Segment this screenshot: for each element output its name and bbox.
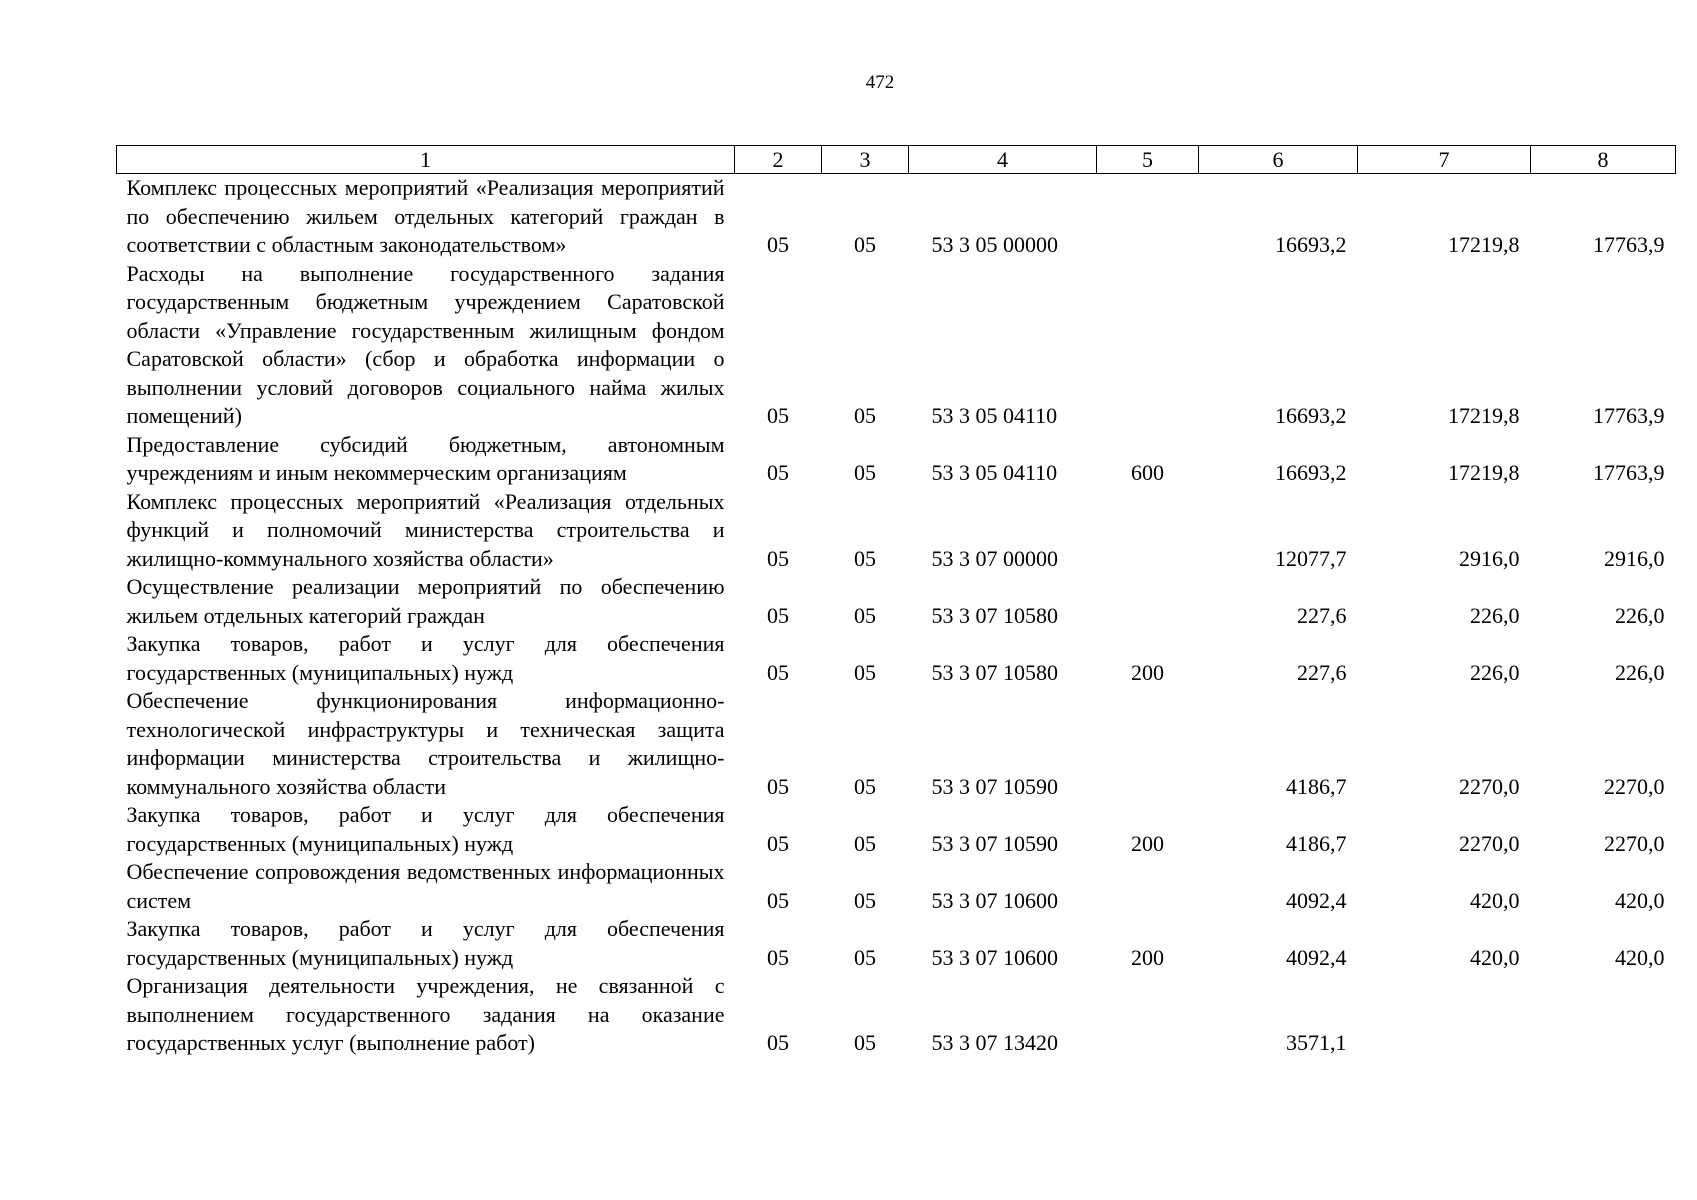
table-row — [117, 630, 1676, 687]
row-section: 05 — [767, 659, 789, 685]
row-amount-year-2: 2916,0 — [1459, 545, 1520, 571]
row-amount-year-1: 227,6 — [1297, 602, 1347, 628]
row-target-article: 53 3 07 10590 — [931, 830, 1058, 856]
row-target-article: 53 3 07 10580 — [931, 602, 1058, 628]
column-header: 6 — [1199, 146, 1358, 174]
row-expense-type — [1097, 972, 1199, 1058]
row-description: Предоставление субсидий бюджетным, автономным учреждениям и иным некоммерческим организациям — [126, 431, 725, 485]
row-amount-year-2: 2270,0 — [1459, 773, 1520, 799]
row-section: 05 — [767, 1030, 789, 1055]
row-amount-year-1: 16693,2 — [1275, 460, 1347, 485]
row-section: 05 — [767, 403, 789, 428]
table-row — [117, 972, 1676, 1058]
header-row — [117, 146, 1676, 174]
row-expense-type — [1097, 858, 1199, 915]
row-amount-year-2: 226,0 — [1470, 659, 1520, 685]
row-subsection: 05 — [854, 830, 876, 856]
table-body — [117, 174, 1676, 1058]
row-expense-type: 200 — [1131, 944, 1164, 970]
row-expense-type — [1097, 260, 1199, 431]
row-subsection: 05 — [854, 944, 876, 970]
row-amount-year-1: 16693,2 — [1275, 232, 1347, 257]
row-section: 05 — [767, 887, 789, 913]
row-subsection: 05 — [854, 602, 876, 628]
row-target-article: 53 3 07 10600 — [931, 944, 1058, 970]
row-target-article: 53 3 07 13420 — [931, 1030, 1058, 1055]
table-row — [117, 858, 1676, 915]
row-expense-type — [1097, 488, 1199, 574]
row-amount-year-1: 16693,2 — [1275, 403, 1347, 428]
row-amount-year-3 — [1531, 972, 1676, 1058]
row-expense-type — [1097, 573, 1199, 630]
table-row — [117, 260, 1676, 431]
row-amount-year-3: 17763,9 — [1593, 403, 1665, 428]
row-amount-year-3: 226,0 — [1615, 602, 1665, 628]
table-row — [117, 687, 1676, 801]
row-amount-year-1: 3571,1 — [1286, 1030, 1347, 1055]
row-target-article: 53 3 05 04110 — [931, 403, 1058, 428]
row-amount-year-2: 420,0 — [1470, 944, 1520, 970]
row-amount-year-2: 420,0 — [1470, 887, 1520, 913]
row-section: 05 — [767, 232, 789, 257]
row-amount-year-1: 227,6 — [1297, 659, 1347, 685]
row-amount-year-2: 17219,8 — [1448, 232, 1520, 257]
row-target-article: 53 3 07 10580 — [931, 659, 1058, 685]
row-description: Расходы на выполнение государственного задания государственным бюджетным учреждением Саратовской области «Управление государственным жилищным фондом Саратовской области» (сбор и обработка информации о выполнении условий договоров социального найма жилых помещений) — [126, 260, 725, 428]
row-amount-year-3: 420,0 — [1615, 887, 1665, 913]
row-amount-year-3: 2270,0 — [1604, 830, 1665, 856]
table-row — [117, 915, 1676, 972]
row-expense-type — [1097, 174, 1199, 260]
row-amount-year-3: 2270,0 — [1604, 773, 1665, 799]
row-amount-year-3: 226,0 — [1615, 659, 1665, 685]
row-amount-year-2: 2270,0 — [1459, 830, 1520, 856]
row-description: Комплекс процессных мероприятий «Реализация мероприятий по обеспечению жильем отдельных категорий граждан в соответствии с областным законодательством» — [126, 175, 725, 257]
column-header: 8 — [1531, 146, 1676, 174]
row-amount-year-3: 17763,9 — [1593, 232, 1665, 257]
column-header: 4 — [909, 146, 1097, 174]
table-row — [117, 573, 1676, 630]
row-amount-year-3: 420,0 — [1615, 944, 1665, 970]
column-header: 1 — [117, 146, 735, 174]
row-section: 05 — [767, 602, 789, 628]
row-description: Обеспечение сопровождения ведомственных информационных систем — [126, 859, 725, 913]
column-header: 3 — [822, 146, 909, 174]
row-target-article: 53 3 05 00000 — [931, 232, 1058, 257]
row-amount-year-2 — [1358, 972, 1531, 1058]
table-row — [117, 801, 1676, 858]
row-description: Закупка товаров, работ и услуг для обеспечения государственных (муниципальных) нужд — [126, 802, 725, 856]
row-subsection: 05 — [854, 232, 876, 257]
row-expense-type: 600 — [1131, 460, 1164, 485]
column-header: 5 — [1097, 146, 1199, 174]
column-header: 7 — [1358, 146, 1531, 174]
row-section: 05 — [767, 944, 789, 970]
row-amount-year-1: 4186,7 — [1286, 773, 1347, 799]
row-expense-type — [1097, 687, 1199, 801]
table-row — [117, 174, 1676, 260]
row-description: Комплекс процессных мероприятий «Реализация отдельных функций и полномочий министерства строительства и жилищно-коммунального хозяйства области» — [126, 488, 725, 571]
row-description: Закупка товаров, работ и услуг для обеспечения государственных (муниципальных) нужд — [126, 631, 725, 685]
row-target-article: 53 3 05 04110 — [931, 460, 1058, 485]
row-target-article: 53 3 07 00000 — [931, 545, 1058, 571]
row-section: 05 — [767, 545, 789, 571]
row-amount-year-2: 226,0 — [1470, 602, 1520, 628]
row-section: 05 — [767, 830, 789, 856]
budget-table — [116, 145, 1676, 1058]
row-description: Организация деятельности учреждения, не связанной с выполнением государственного задания на оказание государственных услуг (выполнение работ) — [126, 973, 725, 1055]
row-subsection: 05 — [854, 1030, 876, 1055]
row-amount-year-1: 4092,4 — [1286, 887, 1347, 913]
row-description: Осуществление реализации мероприятий по обеспечению жильем отдельных категорий граждан — [126, 574, 725, 628]
row-amount-year-1: 4092,4 — [1286, 944, 1347, 970]
table-header — [117, 146, 1676, 174]
row-subsection: 05 — [854, 403, 876, 428]
row-target-article: 53 3 07 10600 — [931, 887, 1058, 913]
row-amount-year-2: 17219,8 — [1448, 460, 1520, 485]
row-description: Обеспечение функционирования информационно-технологической инфраструктуры и техническая защита информации министерства строительства и жилищно-коммунального хозяйства области — [126, 688, 725, 799]
page-number: 472 — [865, 72, 895, 93]
row-description: Закупка товаров, работ и услуг для обеспечения государственных (муниципальных) нужд — [126, 916, 725, 970]
row-expense-type: 200 — [1131, 659, 1164, 685]
row-subsection: 05 — [854, 545, 876, 571]
row-subsection: 05 — [854, 773, 876, 799]
row-subsection: 05 — [854, 460, 876, 485]
row-amount-year-3: 17763,9 — [1593, 460, 1665, 485]
row-expense-type: 200 — [1131, 830, 1164, 856]
column-header: 2 — [735, 146, 822, 174]
table-row — [117, 488, 1676, 574]
row-subsection: 05 — [854, 659, 876, 685]
row-amount-year-1: 4186,7 — [1286, 830, 1347, 856]
row-section: 05 — [767, 773, 789, 799]
table-row — [117, 431, 1676, 488]
row-target-article: 53 3 07 10590 — [931, 773, 1058, 799]
row-amount-year-3: 2916,0 — [1604, 545, 1665, 571]
row-subsection: 05 — [854, 887, 876, 913]
row-amount-year-2: 17219,8 — [1448, 403, 1520, 428]
row-amount-year-1: 12077,7 — [1275, 545, 1347, 571]
row-section: 05 — [767, 460, 789, 485]
